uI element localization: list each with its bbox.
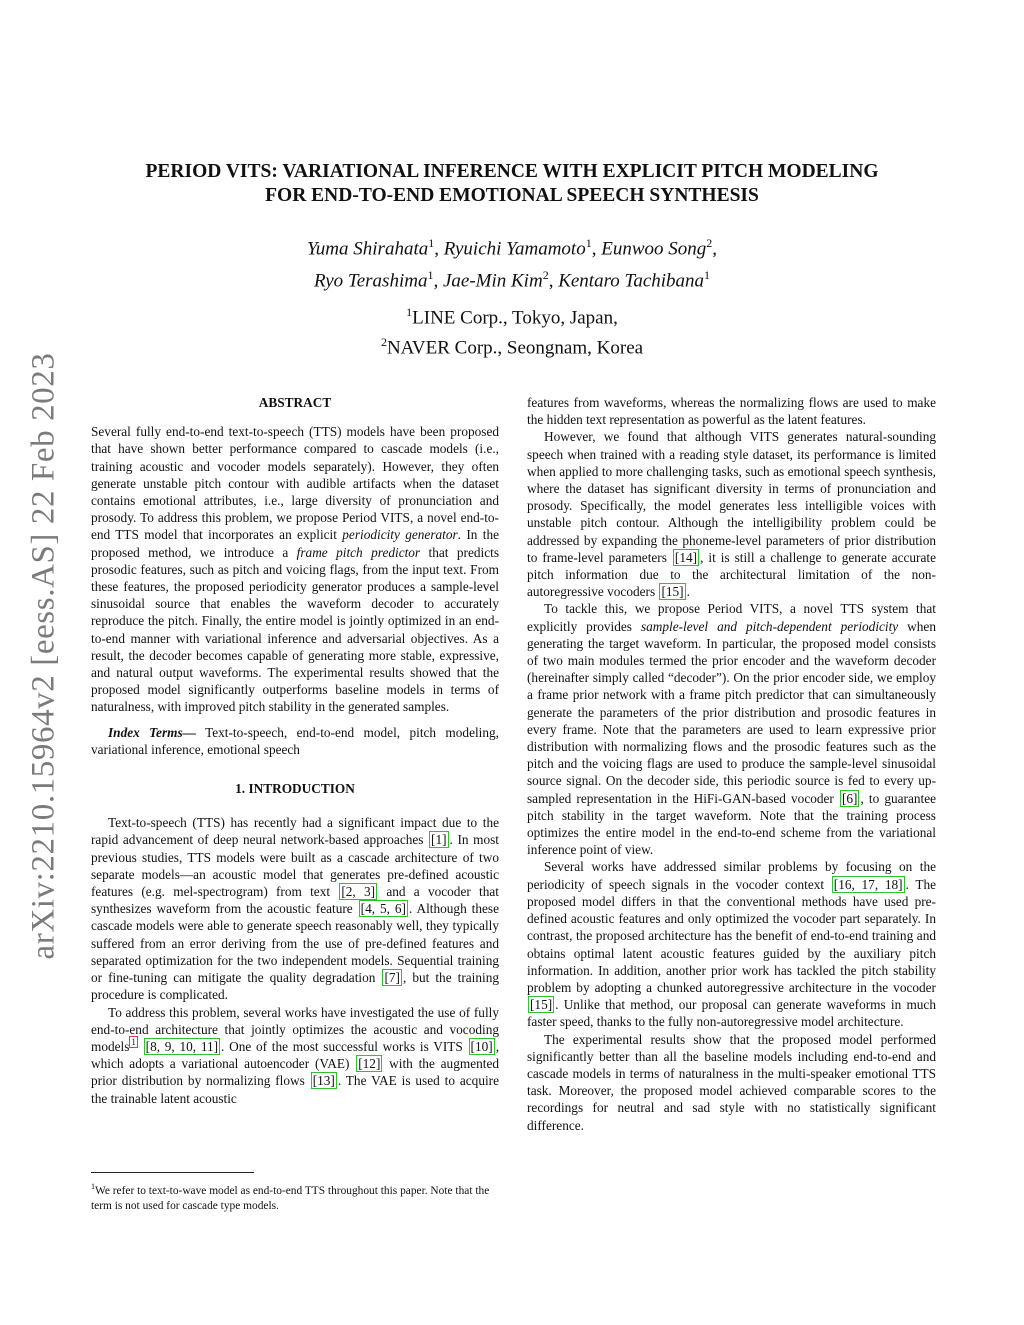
author-separator: , [712, 238, 717, 260]
affiliation-line [100, 300, 924, 330]
body-text: To address this problem, several works have investigated the use of fully end-to-end architecture that jointly optimizes the acoustic and vocoding models [91, 1004, 499, 1054]
paper-title [100, 160, 924, 208]
right-paragraph-3 [527, 600, 936, 858]
right-paragraph-2 [527, 428, 936, 600]
intro-paragraph-1 [91, 814, 499, 1003]
index-terms [91, 724, 499, 758]
citation-link[interactable]: [1] [431, 832, 447, 848]
body-text: and a vocoder that synthesizes waveform from the acoustic feature [91, 884, 499, 917]
author-affiliation-mark: 2 [706, 236, 713, 250]
body-text: when generating the target waveform. In particular, the proposed model consists of two main modules termed the prior encoder and the waveform decoder (hereinafter simply called “decoder”). On the prior encoder side, we employ a frame prior network with a frame pitch predictor that can simultaneously generate the parameters of the prior distribution and prosodic features in every frame. Note that the parameters are used to learn expressive prior distribution with normalizing flows and the prosodic features such as the pitch and the voicing flags are used to produce the sample-level sinusoidal source signal. On the decoder side, this periodic source is fed to every up-sampled representation in the HiFi-GAN-based vocoder [527, 618, 936, 806]
arxiv-identifier: arXiv:2210.15964v2 [eess.AS] 22 Feb 2023 [25, 352, 62, 960]
affiliation-text: LINE Corp., Tokyo, Japan, [412, 307, 618, 329]
author-name: Jae-Min Kim [442, 270, 543, 292]
author-affiliation-mark: 1 [427, 268, 434, 283]
body-text: , but the training procedure is complicated. [91, 970, 499, 1003]
author-affiliation-mark: 1 [585, 236, 592, 250]
citation-link[interactable]: [16, 17, 18] [833, 876, 903, 892]
abstract-text-part: that predicts prosodic features, such as pitch and voicing flags, from the input text. From these features, the proposed periodicity generator produces a sample-level sinusoidal source that enables the waveform decoder to accurately reproduce the pitch. Finally, the entire model is jointly optimized in an end-to-end manner with variational inference and adversarial objectives. As a result, the decoder becomes capable of generating more stable, expressive, and natural output waveforms. The experimental results showed that the proposed model significantly outperforms baseline models in terms of naturalness, with improved pitch stability in the generated samples. [91, 544, 499, 715]
introduction-heading: 1. INTRODUCTION [235, 781, 355, 797]
author-name: Kentaro Tachibana [558, 270, 705, 292]
body-text: . Although these cascade models were able to generate speech reasonably well, they typically suffered from an error deriving from the use of pre-defined features and separated optimization for the two independent models. Sequential training or fine-tuning can mitigate the quality degradation [91, 901, 499, 986]
body-text: Several works have addressed similar problems by focusing on the periodicity of speech signals in the vocoder context [527, 859, 936, 892]
emphasis-text: sample-level and pitch-dependent periodicity [640, 618, 899, 634]
author-line-2 [100, 262, 924, 294]
right-paragraph-4 [527, 858, 936, 1030]
title-line-1: PERIOD VITS: VARIATIONAL INFERENCE WITH EXPLICIT PITCH MODELING [145, 161, 879, 182]
author-separator: , [434, 238, 444, 260]
body-text: , to guarantee pitch stability in the target waveform. Note that the training process optimizes the entire model in the end-to-end scheme from the variational inference point of view. [527, 790, 937, 858]
author-name: Eunwoo Song [601, 238, 707, 260]
footnote-divider [91, 1172, 254, 1173]
body-text: . The proposed model differs in that the conventional methods have used pre-defined acoustic features and only optimized the vocoder part separately. In contrast, the proposed architecture has the benefit of end-to-end training and obtains optimal latent acoustic features guided by the auxiliary pitch information. In addition, another prior work has tackled the pitch stability problem by adopting a chunked autoregressive architecture in the vocoder [527, 876, 936, 995]
footnote-number: 1 [91, 1182, 95, 1191]
footnote-text: We refer to text-to-wave model as end-to-end TTS throughout this paper. Note that the term is not used for cascade type models. [91, 1184, 490, 1212]
abstract-text-part: . In the proposed method, we introduce a [91, 527, 499, 560]
author-separator: , [591, 238, 602, 260]
index-terms-text: Text-to-speech, end-to-end model, pitch modeling, variational inference, emotional speech [91, 724, 499, 757]
citation-link[interactable]: [6] [841, 790, 858, 806]
author-affiliation-mark: 1 [428, 236, 435, 250]
citation-link[interactable]: [2, 3] [341, 884, 376, 900]
abstract-heading: ABSTRACT [258, 395, 332, 410]
affiliation-number: 2 [380, 335, 387, 350]
author-name: Ryuichi Yamamoto [443, 238, 586, 260]
citation-link[interactable]: [12] [358, 1056, 381, 1072]
right-column [527, 394, 936, 1134]
body-text: To tackle this, we propose Period VITS, a novel TTS system that explicitly provides [527, 601, 936, 634]
body-text: . [686, 584, 690, 600]
citation-link[interactable]: [4, 5, 6] [360, 901, 406, 917]
affiliation-text: NAVER Corp., Seongnam, Korea [386, 337, 644, 359]
arxiv-side-stamp [0, 0, 62, 960]
affiliation-number: 1 [406, 305, 413, 319]
citation-link[interactable]: [14] [674, 549, 698, 565]
author-affiliation-mark: 2 [542, 268, 549, 283]
body-text: , which adopts a variational autoencoder (VAE) [91, 1038, 500, 1072]
citation-link[interactable]: [15] [661, 584, 684, 600]
footnote [91, 1179, 499, 1214]
body-text: with the augmented prior distribution by normalizing flows [91, 1056, 499, 1089]
author-separator: , [433, 270, 443, 292]
footnote-link[interactable]: 1 [131, 1037, 136, 1048]
author-separator: , [548, 270, 559, 292]
author-name: Yuma Shirahata [306, 238, 429, 260]
body-text: , it is still a challenge to generate accurate pitch information due to the architectural limitation of the non-autoregressive vocoders [527, 549, 936, 600]
author-line-1 [100, 230, 924, 262]
right-paragraph-5: The experimental results show that the proposed model performed significantly better than all the baseline models including end-to-end and cascade models in terms of naturalness in the multi-speaker emotional TTS task. Moreover, the proposed model achieved comparable scores to the recordings for neutral and sad style with no statistically significant difference. [527, 1031, 936, 1133]
abstract-emphasis: periodicity generator [342, 527, 458, 543]
body-text: . Unlike that method, our proposal can generate waveforms in much faster speed, thanks to the fully non-autoregressive model architecture. [527, 997, 936, 1030]
body-text: . The VAE is used to acquire the trainable latent acoustic [91, 1073, 499, 1106]
affiliation-line [100, 330, 924, 360]
citation-link[interactable]: [15] [530, 997, 553, 1013]
abstract-text [91, 423, 499, 715]
body-text: However, we found that although VITS generates natural-sounding speech when trained with a reading style dataset, its performance is limited when applied to more challenging tasks, such as emotional speech synthesis, where the dataset has significant diversity in terms of pronunciation and prosody. Specifically, the model generates less intelligible voices with unstable pitch contour. Although the intelligibility problem could be addressed by expanding the phoneme-level parameters of prior distribution to frame-level parameters [527, 429, 936, 565]
citation-link[interactable]: [13] [312, 1073, 335, 1089]
body-text: Text-to-speech (TTS) has recently had a significant impact due to the rapid advancement of deep neural network-based approaches [91, 815, 499, 848]
citation-link[interactable]: [10] [470, 1038, 493, 1054]
intro-paragraph-2 [91, 1004, 499, 1107]
body-text: . In most previous studies, TTS models were built as a cascade architecture of two separate models—an acoustic model that generates pre-defined acoustic features (e.g. mel-spectrogram) from text [91, 832, 499, 900]
left-column [91, 394, 499, 1107]
affiliation-list [100, 300, 924, 361]
index-terms-label: Index Terms— [108, 724, 196, 740]
abstract-text-part: Several fully end-to-end text-to-speech (TTS) models have been proposed that have shown better performance compared to cascade models (i.e., training acoustic and vocoder models separately). However, they often generate unstable pitch contour with audible artifacts when the dataset contains emotional attributes, i.e., large diversity of pronunciation and prosody. To address this problem, we propose Period VITS, a novel end-to-end TTS model that incorporates an explicit [91, 424, 499, 543]
body-text: . One of the most successful works is VITS [221, 1038, 468, 1054]
author-list [100, 230, 924, 295]
author-name: Ryo Terashima [313, 270, 428, 292]
abstract-emphasis: frame pitch predictor [296, 544, 421, 560]
title-line-2: FOR END-TO-END EMOTIONAL SPEECH SYNTHESIS [265, 185, 759, 206]
citation-link[interactable]: [8, 9, 10, 11] [145, 1038, 219, 1054]
author-affiliation-mark: 1 [704, 268, 711, 283]
right-paragraph-1: features from waveforms, whereas the normalizing flows are used to make the hidden text representation as powerful as the latent features. [527, 395, 936, 428]
citation-link[interactable]: [7] [384, 970, 400, 986]
